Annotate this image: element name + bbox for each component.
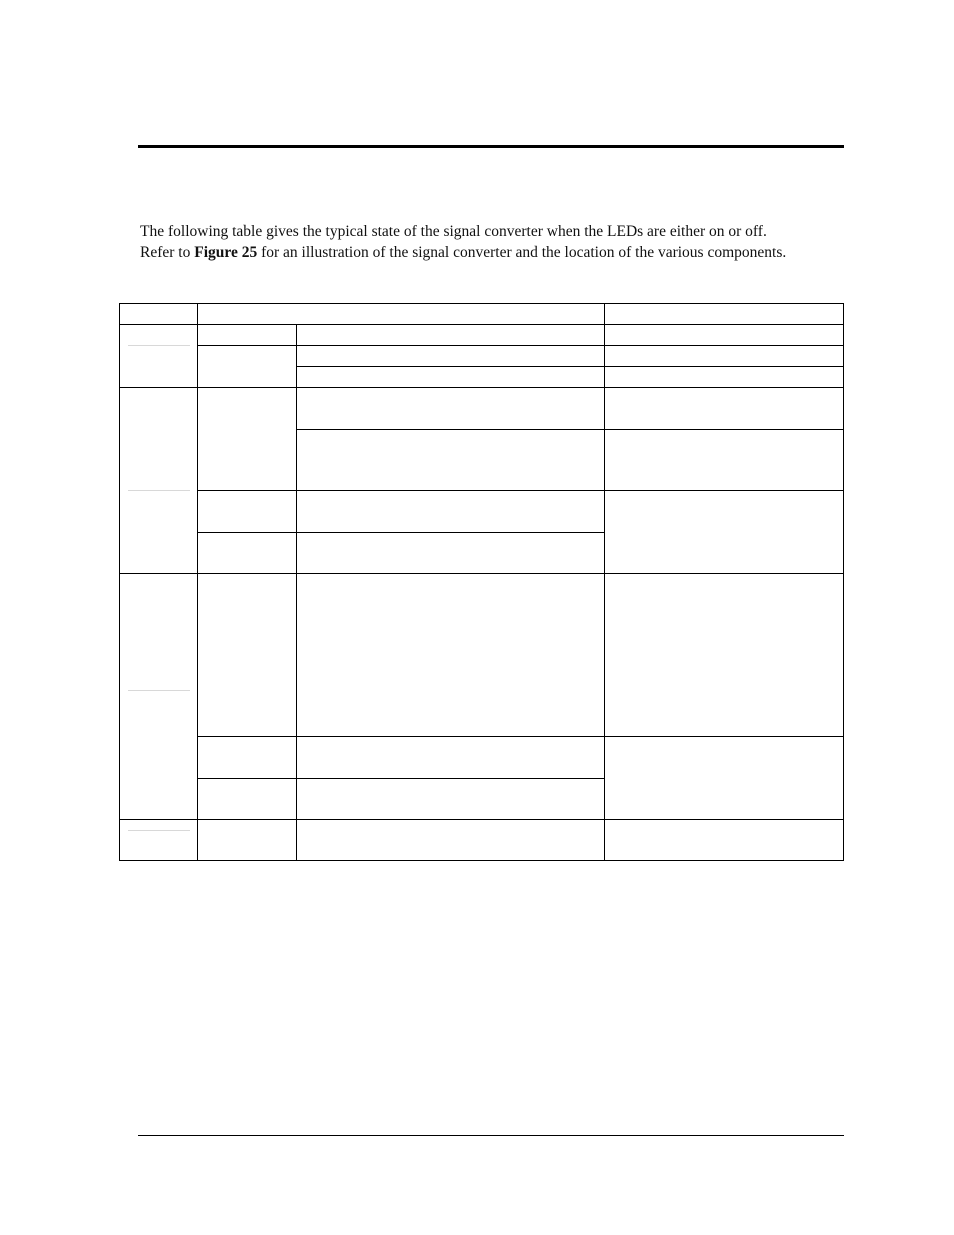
table-cell [296, 345, 605, 367]
table-cell [296, 387, 605, 430]
table-cell [296, 736, 605, 779]
table-cell [197, 778, 297, 820]
table-cell [604, 324, 844, 346]
table-cell [197, 324, 297, 346]
table-cell-stub [128, 345, 190, 346]
table-cell [197, 490, 297, 533]
table-cell [296, 819, 605, 861]
table-cell [604, 429, 844, 491]
intro-refer-prefix: Refer to [140, 244, 195, 261]
table-cell-group [119, 573, 198, 820]
table-header-cell [604, 303, 844, 325]
table-cell-stub [128, 830, 190, 831]
header-rule [138, 145, 844, 148]
intro-refer-suffix: for an illustration of the signal converter and the location of the various components. [257, 244, 787, 261]
table-cell [197, 387, 297, 491]
table-header-cell [119, 303, 198, 325]
table-cell-group [119, 819, 198, 861]
table-cell [604, 345, 844, 367]
intro-line-1: The following table gives the typical state of the signal converter when the LEDs are either on or off. [140, 223, 767, 240]
table-header-cell [197, 303, 605, 325]
table-cell [604, 573, 844, 737]
table-cell [296, 573, 605, 737]
table-cell [197, 345, 297, 388]
table-cell-group [119, 324, 198, 388]
table-cell-stub [128, 690, 190, 691]
table-cell [604, 366, 844, 388]
table-cell [197, 573, 297, 737]
table-cell [296, 366, 605, 388]
intro-paragraph [140, 221, 845, 263]
table-cell [296, 490, 605, 533]
table-cell [296, 532, 605, 574]
table-cell [604, 736, 844, 820]
table-cell-group [119, 387, 198, 574]
table-cell [604, 490, 844, 574]
figure-25-reference: Figure 25 [194, 244, 258, 261]
table-cell [197, 736, 297, 779]
table-cell [296, 324, 605, 346]
table-cell [604, 387, 844, 430]
table-cell [296, 778, 605, 820]
table-cell-stub [128, 490, 190, 491]
table-cell [197, 819, 297, 861]
table-cell [296, 429, 605, 491]
footer-rule [138, 1135, 844, 1136]
table-cell [604, 819, 844, 861]
table-cell [197, 532, 297, 574]
